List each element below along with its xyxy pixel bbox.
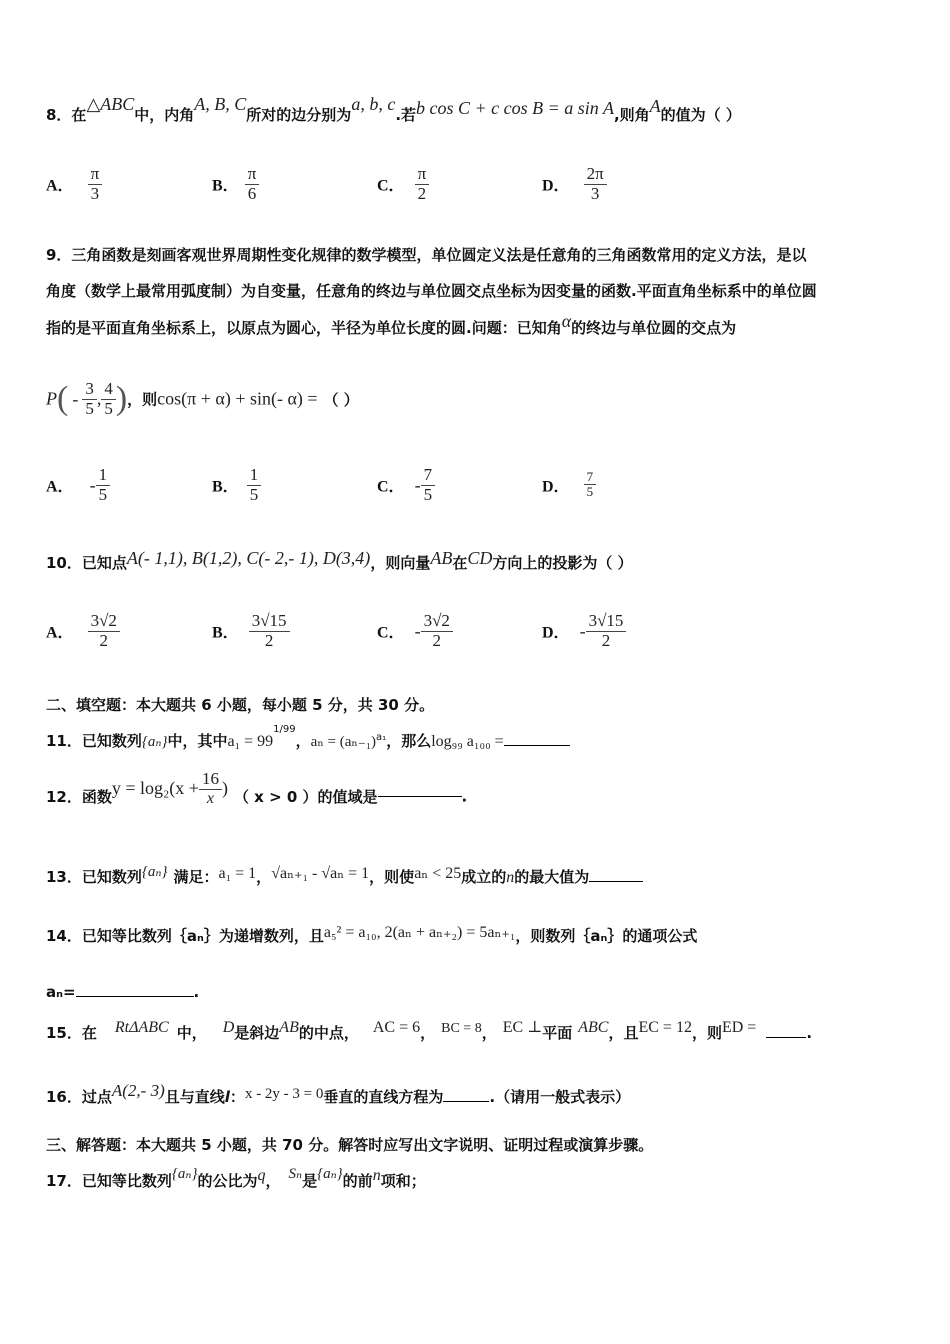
answer-blank[interactable]	[504, 745, 570, 746]
section-answers: 三、解答题：本大题共 5 小题，共 70 分。解答时应写出文字说明、证明过程或演算步骤。	[46, 1136, 654, 1154]
q10-option-a[interactable]: A． $\frac{3√2}{2}$	[46, 612, 120, 650]
q9-alpha: α	[561, 311, 572, 331]
q9-point-line: P( - $\frac{3}{5}$ , $\frac{4}{5}$ )，则cos(π + α) + sin(- α) = （ ）	[46, 379, 359, 418]
q9-option-d[interactable]: D． $\frac{7}{5}$	[542, 470, 596, 500]
q9-stem: 9．三角函数是刻画客观世界周期性变化规律的数学模型，单位圆定义法是任意角的三角函数常用的定义方法，是以 角度（数学上最常用弧度制）为自变量，任意角的终边与单位圆交点坐标为因变量的函数.平面直角坐标系中的单位圆 指的是平面直角坐标系上，以原点为圆心，半径为单位长度的圆.问题：已知角α的终边与单位圆的交点为	[46, 246, 817, 337]
q8-angles: A, B, C	[194, 94, 247, 114]
q9-option-b[interactable]: B． $\frac{1}{5}$	[212, 466, 261, 504]
q17: 17．已知等比数列{aₙ}的公比为q， Sₙ是{aₙ}的前n项和；	[46, 1166, 426, 1190]
q9-expression: cos(π + α) + sin(- α) =	[157, 388, 318, 409]
answer-blank[interactable]	[76, 996, 194, 997]
q10-option-d[interactable]: D． - $\frac{3√15}{2}$	[542, 612, 626, 650]
answer-blank[interactable]	[443, 1101, 489, 1102]
answer-blank[interactable]	[378, 796, 462, 797]
q12: 12．函数y = log₂(x + $\frac{16}{x}$ ) （ x > 0 ）的值域是 .	[46, 769, 468, 807]
q8-sides: a, b, c	[351, 94, 396, 114]
q10-stem: 10．已知点A(- 1,1), B(1,2), C(- 2,- 1), D(3,4)，则向量AB在CD方向上的投影为（ ）	[46, 548, 633, 572]
q9-point-p: P	[46, 388, 57, 409]
q11: 11．已知数列{aₙ}中，其中$a_1 = 99^{1/99}$，$a_n = (a_{n-1})^{a_1}$，那么log₉₉ a₁₀₀ =	[46, 730, 570, 751]
q13: 13．已知数列{aₙ} 满足：a₁ = 1，√aₙ₊₁ - √aₙ = 1，则使aₙ < 25成立的n的最大值为	[46, 866, 643, 887]
q14-answer: aₙ= .	[46, 983, 200, 1001]
q16: 16．过点A(2,- 3)且与直线l：x - 2y - 3 = 0垂直的直线方程为 .（请用一般式表示）	[46, 1081, 631, 1106]
q8-option-a[interactable]: A． $\frac{\pi}{3}$	[46, 165, 102, 203]
option-fraction: $\frac{\pi}{6}$	[245, 165, 260, 203]
q8-option-b[interactable]: B． $\frac{\pi}{6}$	[212, 165, 259, 203]
q10-points: A(- 1,1), B(1,2), C(- 2,- 1), D(3,4)	[126, 548, 371, 568]
q8-stem: 8．在△ABC中，内角A, B, C所对的边分别为a, b, c.若b cos C + c cos B = a sin A,则角A的值为（ ）	[46, 94, 741, 124]
q9-option-c[interactable]: C． - $\frac{7}{5}$	[377, 466, 435, 504]
q8-triangle: △ABC	[86, 94, 135, 114]
section-fill-in: 二、填空题：本大题共 6 小题，每小题 5 分，共 30 分。	[46, 696, 435, 714]
q10-option-c[interactable]: C． - $\frac{3√2}{2}$	[377, 612, 453, 650]
option-fraction: $\frac{\pi}{3}$	[88, 165, 103, 203]
q8-var: A	[649, 96, 661, 116]
option-fraction: $\frac{2\pi}{3}$	[584, 165, 607, 203]
q8-option-c[interactable]: C． $\frac{\pi}{2}$	[377, 165, 429, 203]
q8-equation: b cos C + c cos B = a sin A	[416, 98, 614, 118]
q15: 15．在 RtΔABC 中， D是斜边AB的中点， AC = 6， BC = 8， EC ⊥平面 ABC，且EC = 12，则ED = .	[46, 1019, 813, 1042]
answer-blank[interactable]	[589, 881, 643, 882]
answer-blank[interactable]	[766, 1037, 806, 1038]
q10-option-b[interactable]: B． $\frac{3√15}{2}$	[212, 612, 290, 650]
q9-option-a[interactable]: A． - $\frac{1}{5}$	[46, 466, 110, 504]
option-fraction: $\frac{\pi}{2}$	[415, 165, 430, 203]
q8-number: 8．在	[46, 106, 87, 124]
q8-option-d[interactable]: D． $\frac{2\pi}{3}$	[542, 165, 607, 203]
q14: 14．已知等比数列｛aₙ｝为递增数列，且a₅² = a₁₀, 2(aₙ + aₙ₊₂) = 5aₙ₊₁，则数列｛aₙ｝的通项公式	[46, 924, 698, 945]
